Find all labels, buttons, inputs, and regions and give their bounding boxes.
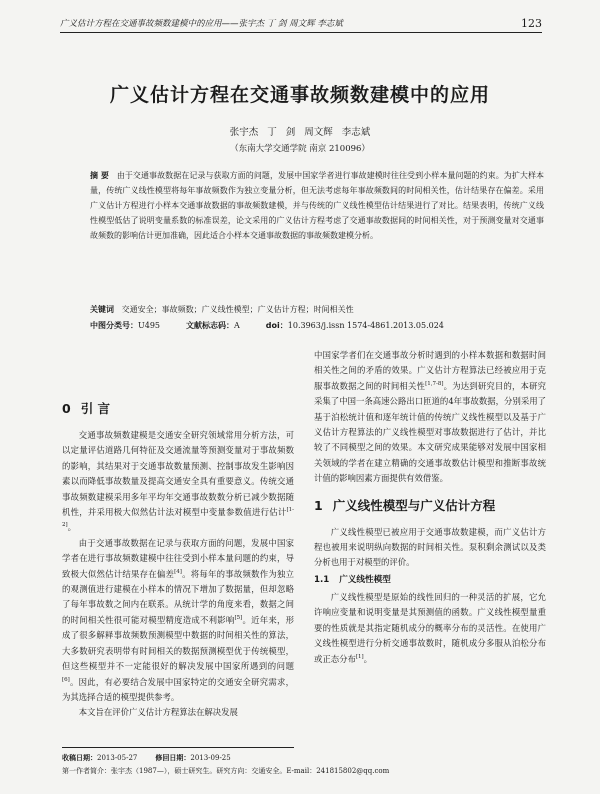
- revised-date: 2013-09-25: [190, 754, 231, 762]
- classification-line: [90, 318, 544, 333]
- affiliation: （东南大学交通学院 南京 210096）: [230, 144, 370, 154]
- intro-p4-a: 中国家学者们在交通事故分析时遇到的小样本数据和数据时间相关性之间的矛盾的效果。广义估计方程算法已经被应用于克服事故数据之间的时间相关性: [314, 350, 546, 391]
- subsection-1-1-paragraph: [314, 590, 546, 667]
- doi-label: doi：: [265, 321, 288, 330]
- author-list: 张宇杰 丁 剑 周文辉 李志斌: [229, 127, 371, 138]
- clc-value: U495: [138, 321, 161, 330]
- section-1-title: 广义线性模型与广义估计方程: [332, 497, 496, 513]
- intro-title: 引 言: [80, 401, 111, 416]
- footnote-dates: [62, 752, 552, 765]
- intro-paragraph-3: 本文旨在评价广义估计方程算法在解决发展: [78, 707, 238, 718]
- intro-paragraph-2: [62, 536, 294, 705]
- intro-paragraph-4: [314, 348, 546, 487]
- intro-p1-text: 交通事故频数建模是交通安全研究领域常用分析方法，可以定量评估道路几何特征及交通流量等预测变量对于事故频数的影响，其结果对于交通事故数量预测、控制事故发生影响因素以而降低事故数量及提高交通安全具有重要意义。传统交通事故频数建模采用多年平均年交通事故数数分析已减少数据随机性，并采用极大似然估计法对模型中变量参数值进行估计: [62, 430, 294, 518]
- footnote-author: 第一作者简介：张宇杰（1987—），硕士研究生。研究方向：交通安全。E-mail：241815802@qq.com: [62, 767, 390, 775]
- subsection-1-1-number: 1.1: [314, 574, 330, 585]
- intro-p4-b: 。为达到研究目的，本研究采集了中国一条高速公路出口匝道的4年事故数据，分别采用了基于泊松统计值和逐年统计值的传统广义线性模型以及基于广义估计方程算法的广义线性模型对事故数据进行了估计，并比较了不同模型之间的效果。本文研究成果能够对发展中国家相关领域的学者在建立精确的交通事故数估计模型和推断事故统计值的影响因素方面提供有效借鉴。: [314, 380, 547, 484]
- intro-p1-end: 。: [67, 522, 77, 533]
- doi-value: 10.3963/j.issn 1574-4861.2013.05.024: [287, 321, 444, 330]
- section-1-paragraph: 广义线性模型已被应用于交通事故数建模，而广义估计方程也被用来说明纵向数据的时间相关性。泵积剩余测试以及类分析也用于对模型的评价。: [314, 526, 546, 568]
- intro-heading: [62, 400, 294, 418]
- citation: [1,7-8]: [425, 381, 444, 388]
- page-number: 123: [521, 17, 542, 30]
- intro-p2-b: 。将每年的事故频数作为独立的观测值进行建模在小样本的情况下增加了数据量，但却忽略了每年事故数之间内在联系。从统计学的角度来看，数据之间的时间相关性很可能对模型精度造成不利影响: [62, 568, 295, 625]
- citation: [1]: [355, 653, 364, 660]
- subsection-1-1-title: 广义线性模型: [339, 574, 391, 585]
- intro-paragraph-1: [62, 428, 294, 536]
- left-column: [62, 348, 294, 721]
- received-date: 2013-05-27: [97, 754, 138, 762]
- abstract-text: 由于交通事故数据在记录与获取方面的问题，发展中国家学者进行事故建模时往往受到小样本量问题的约束。为扩大样本量，传统广义线性模型将每年事故频数作为独立变量分析，但无法考虑每年事故频数间的时间相关性，估计结果存在偏差。采用广义估计方程进行小样本交通事故数据的事故频数建模，并与传统的广义线性模型估计结果进行了对比。结果表明，传统广义线性模型低估了说明变量系数的标准误差，论文采用的广义估计方程考虑了交通事故数据间的时间相关性，对于预测变量对交通事故频数的影响估计更加准确，因此适合小样本交通事故数据的事故频数建模分析。: [90, 171, 545, 240]
- intro-p2-a: 由于交通事故数据在记录与获取方面的问题，发展中国家学者在进行事故频数建模中往往受到小样本量问题的约束，导致极大似然估计结果存在偏差: [62, 537, 294, 579]
- running-header: [60, 16, 542, 33]
- received-label: 收稿日期：: [62, 754, 97, 762]
- doc-code-value: A: [234, 321, 240, 330]
- keywords: [90, 302, 544, 317]
- abstract: [90, 168, 544, 243]
- revised-label: 修回日期：: [155, 754, 191, 762]
- intro-p2-d: 。因此，有必要结合发展中国家特定的交通安全研究需求，为其选择合适的模型提供参考。: [62, 676, 294, 702]
- clc-label: 中图分类号：: [90, 321, 138, 330]
- doc-code-label: 文献标志码：: [186, 321, 235, 330]
- citation: [6]: [62, 676, 70, 683]
- paper-title: 广义估计方程在交通事故频数建模中的应用: [109, 84, 490, 106]
- citation: [4]: [174, 568, 182, 575]
- keywords-label: 关键词: [90, 305, 114, 314]
- footnote-rule: [62, 747, 294, 748]
- keywords-text: 交通安全；事故频数；广义线性模型；广义估计方程；时间相关性: [121, 305, 354, 314]
- footnotes: [62, 752, 552, 778]
- intro-number: 0: [62, 401, 71, 416]
- intro-p2-c: 。近年来，形成了很多解释事故频数预测模型中数据的时间相关性的算法，大多数研究表明带有时间相关的数据预测模型优于传统模型，但这些模型并不一定能很好的解决发展中国家所遇到的问题: [62, 614, 295, 672]
- abstract-label: 摘 要: [90, 171, 109, 180]
- subsection-1-1-heading: [314, 573, 546, 588]
- section-1-number: 1: [314, 497, 323, 513]
- subsection-1-1-end: 。: [363, 653, 373, 664]
- running-header-text: 广义估计方程在交通事故频数建模中的应用——张宇杰 丁 剑 周文辉 李志斌: [60, 19, 343, 29]
- citation: [1-2]: [62, 507, 294, 529]
- right-column: [314, 348, 546, 667]
- citation: [5]: [234, 615, 243, 622]
- section-1-heading: [314, 497, 546, 515]
- subsection-1-1-text: 广义线性模型是原始的线性回归的一种灵活的扩展，它允许响应变量和说明变量是其预测值的函数。广义线性模型量重要的性质就是其指定随机成分的概率分布的灵活性。在使用广义线性模型进行分析交通事故数时，随机成分多服从泊松分布或正态分布: [314, 591, 546, 664]
